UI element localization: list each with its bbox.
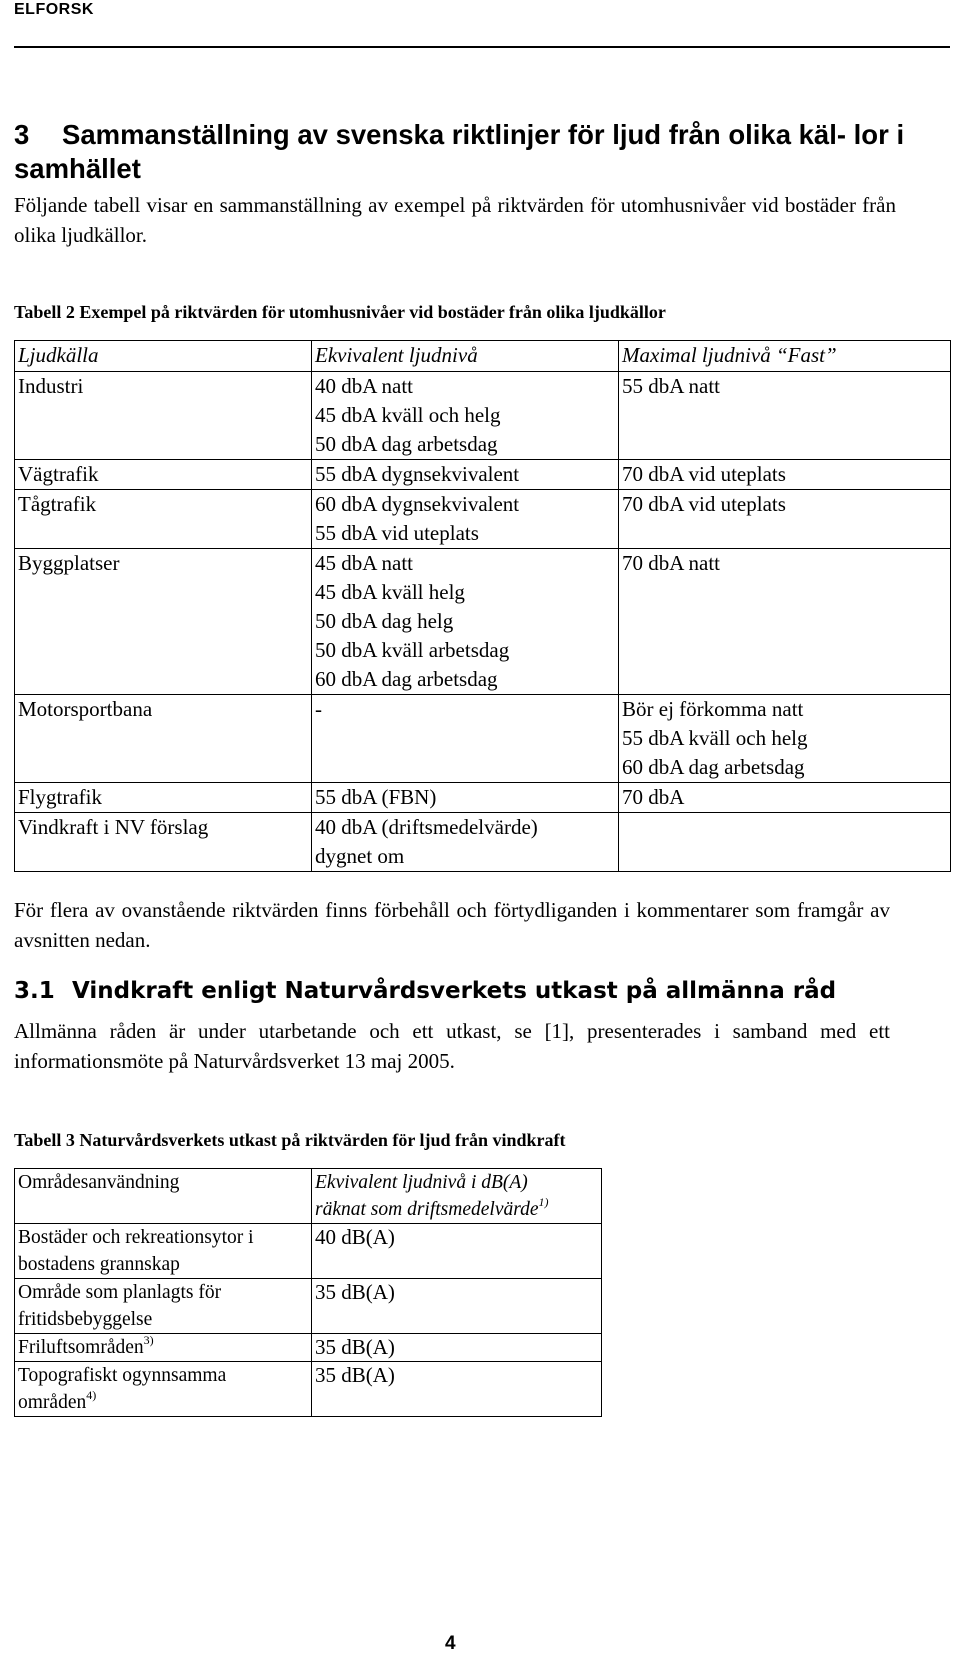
- table-row: [15, 549, 951, 695]
- cell-area-text: Friluftsområden: [18, 1337, 144, 1358]
- cell-source: Vägtrafik: [15, 460, 312, 490]
- cell-value: 35 dB(A): [312, 1362, 602, 1417]
- after-table2-paragraph: För flera av ovanstående riktvärden finns förbehåll och förtydliganden i kommentarer som framgår av avsnitten nedan.: [14, 898, 890, 952]
- table2-header-maximal: Maximal ljudnivå “Fast”: [619, 341, 951, 372]
- cell-line: 70 dbA natt: [622, 551, 720, 575]
- footnote-marker: 3): [143, 1333, 154, 1347]
- cell-line: 70 dbA vid uteplats: [622, 492, 786, 516]
- cell-line: 60 dbA dag arbetsdag: [315, 667, 498, 691]
- table-row: [15, 1224, 602, 1279]
- cell-equivalent: [312, 695, 619, 783]
- cell-line: 70 dbA vid uteplats: [622, 462, 786, 486]
- cell-maximal: [619, 460, 951, 490]
- cell-line: 50 dbA dag helg: [315, 609, 454, 633]
- cell-source: Industri: [15, 372, 312, 460]
- table-row: [15, 372, 951, 460]
- cell-line: 50 dbA kväll arbetsdag: [315, 638, 510, 662]
- table3-header-level: [312, 1169, 602, 1224]
- cell-equivalent: [312, 813, 619, 872]
- cell-maximal: [619, 783, 951, 813]
- header-divider: [14, 46, 950, 48]
- cell-line: 40 dbA natt: [315, 374, 413, 398]
- cell-area-text: Topografiskt ogynnsamma områden: [18, 1365, 227, 1413]
- table3-header-level-line2: [315, 1196, 598, 1223]
- table-row: [15, 1334, 602, 1362]
- table2-header-row: [15, 341, 951, 372]
- cell-line: 55 dbA vid uteplats: [315, 521, 479, 545]
- cell-line: 45 dbA kväll och helg: [315, 403, 501, 427]
- cell-equivalent: [312, 372, 619, 460]
- cell-line: dygnet om: [315, 844, 405, 868]
- intro-paragraph: Följande tabell visar en sammanställning av exempel på riktvärden för utomhusnivåer vid bostäder från olika ljudkällor.: [14, 193, 896, 247]
- cell-equivalent: [312, 549, 619, 695]
- cell-line: 45 dbA natt: [315, 551, 413, 575]
- table-row: [15, 695, 951, 783]
- table2: [14, 340, 951, 872]
- cell-area: [15, 1279, 312, 1334]
- cell-line: 60 dbA dag arbetsdag: [622, 755, 805, 779]
- subsection-heading: [14, 978, 836, 1004]
- table-row: [15, 460, 951, 490]
- cell-maximal: [619, 490, 951, 549]
- section-title: Sammanställning av svenska riktlinjer för ljud från olika käl- lor i samhället: [14, 119, 905, 184]
- table3-caption: Tabell 3 Naturvårdsverkets utkast på riktvärden för ljud från vindkraft: [14, 1130, 566, 1150]
- table3-header-footnote: 1): [538, 1195, 549, 1209]
- cell-area: [15, 1362, 312, 1417]
- cell-line: 70 dbA: [622, 785, 685, 809]
- cell-equivalent: [312, 460, 619, 490]
- subsection-number: 3.1: [14, 978, 55, 1004]
- cell-maximal: [619, 813, 951, 872]
- cell-maximal: [619, 372, 951, 460]
- cell-equivalent: [312, 490, 619, 549]
- header-logo: ELFORSK: [14, 1, 94, 18]
- cell-area: [15, 1224, 312, 1279]
- subsection-title: Vindkraft enligt Naturvårdsverkets utkast på allmänna råd: [72, 978, 837, 1004]
- cell-value: 35 dB(A): [312, 1279, 602, 1334]
- cell-maximal: [619, 695, 951, 783]
- table2-header-source: Ljudkälla: [15, 341, 312, 372]
- cell-line: 55 dbA kväll och helg: [622, 726, 808, 750]
- cell-line: 45 dbA kväll helg: [315, 580, 465, 604]
- table-row: [15, 1362, 602, 1417]
- table-row: [15, 783, 951, 813]
- cell-source: Byggplatser: [15, 549, 312, 695]
- page-number: 4: [445, 1633, 456, 1654]
- table3-header-level-line2-text: räknat som driftsmedelvärde: [315, 1199, 539, 1220]
- cell-line: 55 dbA natt: [622, 374, 720, 398]
- cell-source: Flygtrafik: [15, 783, 312, 813]
- cell-value: 35 dB(A): [312, 1334, 602, 1362]
- cell-line: 40 dbA (driftsmedelvärde): [315, 815, 538, 839]
- cell-line: 50 dbA dag arbetsdag: [315, 432, 498, 456]
- table3: [14, 1168, 602, 1417]
- table2-header-equivalent: Ekvivalent ljudnivå: [312, 341, 619, 372]
- cell-value: 40 dB(A): [312, 1224, 602, 1279]
- cell-source: Vindkraft i NV förslag: [15, 813, 312, 872]
- table3-header-area-label: Områdesanvändning: [18, 1172, 180, 1193]
- cell-source: Tågtrafik: [15, 490, 312, 549]
- cell-area-text: Område som planlagts för fritidsbebyggelse: [18, 1282, 222, 1330]
- footnote-marker: 4): [86, 1388, 97, 1402]
- cell-line: 55 dbA (FBN): [315, 785, 437, 809]
- cell-area: [15, 1334, 312, 1362]
- cell-source: Motorsportbana: [15, 695, 312, 783]
- table3-header-row: [15, 1169, 602, 1224]
- cell-area-text: Bostäder och rekreationsytor i bostadens grannskap: [18, 1227, 254, 1275]
- cell-equivalent: [312, 783, 619, 813]
- cell-maximal: [619, 549, 951, 695]
- cell-line: 60 dbA dygnsekvivalent: [315, 492, 520, 516]
- table-row: [15, 1279, 602, 1334]
- table-row: [15, 813, 951, 872]
- table2-caption: Tabell 2 Exempel på riktvärden för utomhusnivåer vid bostäder från olika ljudkällor: [14, 302, 666, 322]
- section-number: 3: [14, 119, 30, 150]
- cell-line: -: [315, 697, 322, 721]
- subsection-paragraph: Allmänna råden är under utarbetande och ett utkast, se [1], presenterades i samband med ett informationsmöte på Naturvårdsverket 13 maj 2005.: [14, 1019, 890, 1073]
- table3-header-area: [15, 1169, 312, 1224]
- table3-header-level-line1: Ekvivalent ljudnivå i dB(A): [315, 1172, 528, 1193]
- table-row: [15, 490, 951, 549]
- section-heading: [14, 118, 944, 186]
- cell-line: Bör ej förkomma natt: [622, 697, 804, 721]
- cell-line: 55 dbA dygnsekvivalent: [315, 462, 520, 486]
